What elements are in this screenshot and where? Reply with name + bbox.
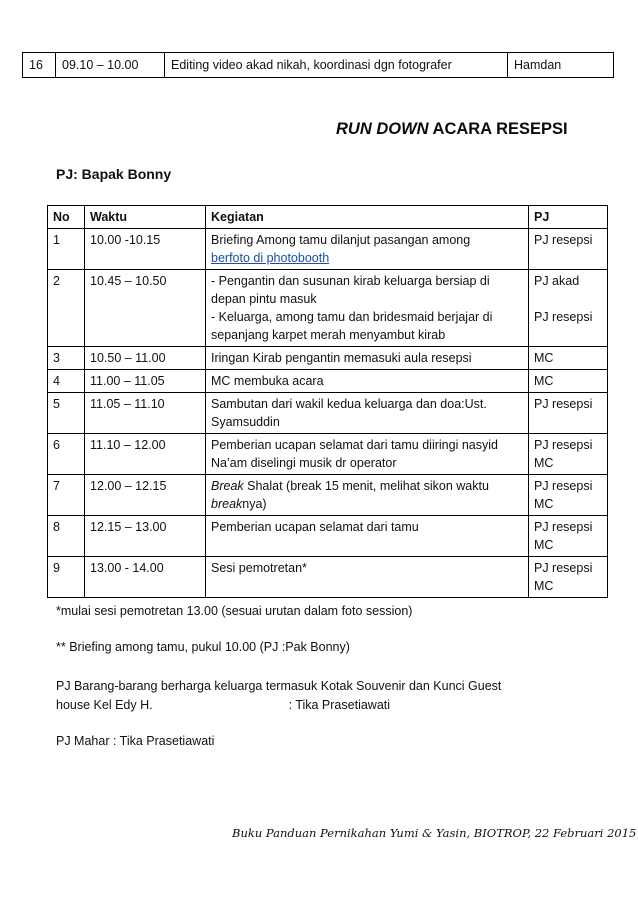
cell-no: 2 xyxy=(48,270,85,347)
note-photo-session: *mulai sesi pemotretan 13.00 (sesuai urutan dalam foto session) xyxy=(56,604,413,618)
activity-italic: break xyxy=(211,497,243,511)
cell-pj: PJ resepsi MC xyxy=(529,434,608,475)
table-row xyxy=(48,434,608,475)
header-kegiatan: Kegiatan xyxy=(206,206,529,229)
activity-italic: Break xyxy=(211,479,244,493)
table-row xyxy=(23,53,614,78)
activity-text: - Keluarga, among tamu dan bridesmaid berjajar di sepanjang karpet merah menyambut kirab xyxy=(211,310,493,342)
cell-no: 1 xyxy=(48,229,85,270)
cell-activity: Editing video akad nikah, koordinasi dgn fotografer xyxy=(165,53,508,78)
title-italic: RUN DOWN xyxy=(336,120,429,138)
cell-time: 12.15 – 13.00 xyxy=(85,516,206,557)
note-briefing: ** Briefing among tamu, pukul 10.00 (PJ :Pak Bonny) xyxy=(56,640,350,654)
cell-no: 5 xyxy=(48,393,85,434)
table-header-row xyxy=(48,206,608,229)
pj-text: PJ resepsi xyxy=(534,310,593,324)
activity-text: nya) xyxy=(242,497,267,511)
page-footer: Buku Panduan Pernikahan Yumi & Yasin, BIOTROP, 22 Februari 2015 xyxy=(232,826,637,840)
rundown-table xyxy=(47,205,608,598)
cell-no: 16 xyxy=(23,53,56,78)
cell-activity: Sambutan dari wakil kedua keluarga dan doa:Ust. Syamsuddin xyxy=(206,393,529,434)
cell-no: 9 xyxy=(48,557,85,598)
cell-time: 10.50 – 11.00 xyxy=(85,347,206,370)
header-waktu: Waktu xyxy=(85,206,206,229)
header-pj: PJ xyxy=(529,206,608,229)
table-row xyxy=(48,516,608,557)
cell-pj: Hamdan xyxy=(508,53,614,78)
cell-pj: MC xyxy=(529,370,608,393)
page-title xyxy=(336,120,568,139)
cell-time: 11.00 – 11.05 xyxy=(85,370,206,393)
cell-time: 10.00 -10.15 xyxy=(85,229,206,270)
photobooth-link[interactable]: berfoto di photobooth xyxy=(211,251,330,265)
table-row xyxy=(48,557,608,598)
cell-pj: MC xyxy=(529,347,608,370)
cell-no: 6 xyxy=(48,434,85,475)
cell-activity: Pemberian ucapan selamat dari tamu diiringi nasyid Na’am diselingi musik dr operator xyxy=(206,434,529,475)
cell-pj: PJ resepsi MC xyxy=(529,475,608,516)
table-row xyxy=(48,393,608,434)
table-row xyxy=(48,229,608,270)
note-line xyxy=(56,696,501,715)
activity-text: - Pengantin dan susunan kirab keluarga bersiap di depan pintu masuk xyxy=(211,274,490,306)
table-row xyxy=(48,347,608,370)
activity-text: Briefing Among tamu dilanjut pasangan among xyxy=(211,233,471,247)
note-text: : Tika Prasetiawati xyxy=(288,698,391,712)
cell-pj: PJ resepsi MC xyxy=(529,557,608,598)
cell-activity: Pemberian ucapan selamat dari tamu xyxy=(206,516,529,557)
cell-activity: Sesi pemotretan* xyxy=(206,557,529,598)
table-row xyxy=(48,270,608,347)
note-text: PJ Barang-barang berharga keluarga termasuk Kotak Souvenir dan Kunci Guest xyxy=(56,679,502,693)
cell-no: 3 xyxy=(48,347,85,370)
cell-pj: PJ resepsi MC xyxy=(529,516,608,557)
pj-text: PJ akad xyxy=(534,274,580,288)
cell-activity xyxy=(206,270,529,347)
cell-time: 11.05 – 11.10 xyxy=(85,393,206,434)
cell-pj: PJ resepsi xyxy=(529,393,608,434)
cell-time: 10.45 – 10.50 xyxy=(85,270,206,347)
cell-no: 7 xyxy=(48,475,85,516)
table-row xyxy=(48,475,608,516)
pj-heading: PJ: Bapak Bonny xyxy=(56,166,172,182)
note-text: house Kel Edy H. xyxy=(56,698,153,712)
cell-no: 4 xyxy=(48,370,85,393)
cell-time: 11.10 – 12.00 xyxy=(85,434,206,475)
cell-activity xyxy=(206,475,529,516)
cell-pj xyxy=(529,270,608,347)
title-rest: ACARA RESEPSI xyxy=(428,120,568,138)
cell-activity xyxy=(206,229,529,270)
cell-time: 12.00 – 12.15 xyxy=(85,475,206,516)
cell-no: 8 xyxy=(48,516,85,557)
table-row xyxy=(48,370,608,393)
cell-activity: Iringan Kirab pengantin memasuki aula resepsi xyxy=(206,347,529,370)
cell-time: 09.10 – 10.00 xyxy=(56,53,165,78)
header-no: No xyxy=(48,206,85,229)
cell-pj: PJ resepsi xyxy=(529,229,608,270)
previous-table-last-row xyxy=(22,52,614,78)
note-mahar: PJ Mahar : Tika Prasetiawati xyxy=(56,734,215,748)
note-valuables xyxy=(56,677,501,715)
cell-time: 13.00 - 14.00 xyxy=(85,557,206,598)
activity-text: Shalat (break 15 menit, melihat sikon waktu xyxy=(243,479,489,493)
cell-activity: MC membuka acara xyxy=(206,370,529,393)
